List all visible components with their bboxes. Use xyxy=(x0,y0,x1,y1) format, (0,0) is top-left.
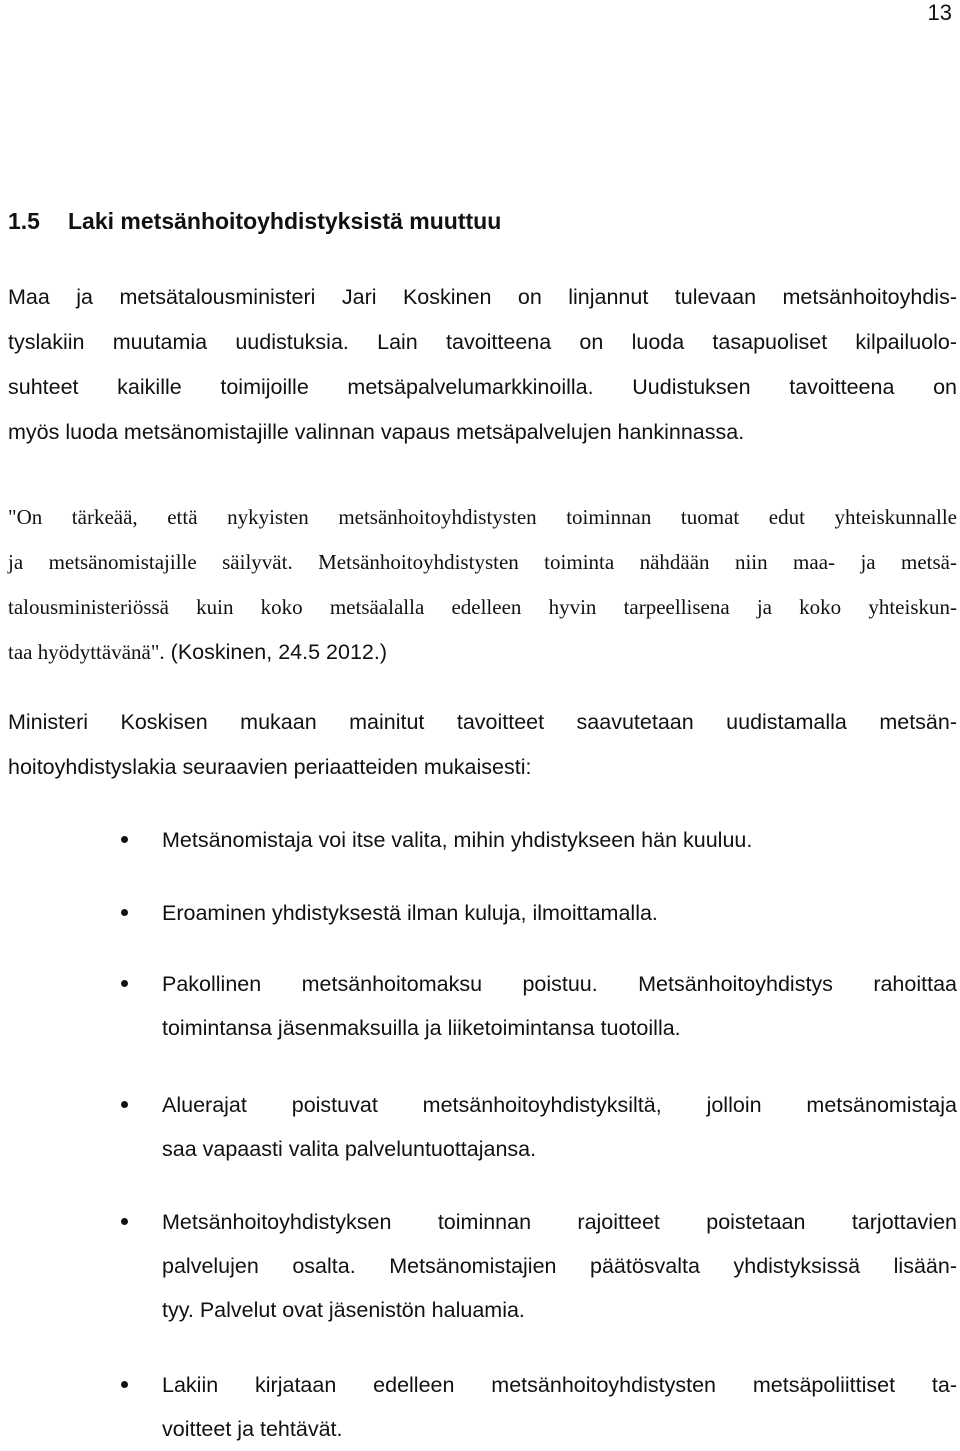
list-item-line: toimintansa jäsenmaksuilla ja liiketoimintansa tuotoilla. xyxy=(162,1016,681,1040)
list-item-text xyxy=(162,1083,957,1171)
list-item-text xyxy=(162,1363,957,1451)
list-item-line: palvelujen osalta. Metsänomistajien päätösvalta yhdistyksissä lisään- xyxy=(162,1254,957,1278)
quote-line: taa hyödyttävänä". xyxy=(8,640,165,664)
bullet-icon xyxy=(121,1218,128,1225)
list-item-line: Metsänhoitoyhdistyksen toiminnan rajoitteet poistetaan tarjottavien xyxy=(162,1210,957,1234)
bullet-icon xyxy=(121,1381,128,1388)
list-item-line: saa vapaasti valita palveluntuottajansa. xyxy=(162,1137,537,1161)
list-item-line: Metsänomistaja voi itse valita, mihin yhdistykseen hän kuuluu. xyxy=(162,828,753,852)
list-item-line: Pakollinen metsänhoitomaksu poistuu. Metsänhoitoyhdistys rahoittaa xyxy=(162,972,957,996)
bullet-icon xyxy=(121,836,128,843)
bullet-icon xyxy=(121,909,128,916)
paragraph-line: tyslakiin muutamia uudistuksia. Lain tavoitteena on luoda tasapuoliset kilpailuolo- xyxy=(8,330,957,354)
quote-last-line xyxy=(8,630,957,675)
page-number: 13 xyxy=(927,0,952,25)
list-item-text xyxy=(162,962,957,1050)
section-title: Laki metsänhoitoyhdistyksistä muuttuu xyxy=(68,208,502,234)
list-item-line: tyy. Palvelut ovat jäsenistön haluamia. xyxy=(162,1298,525,1322)
paragraph-line: myös luoda metsänomistajille valinnan vapaus metsäpalvelujen hankinnassa. xyxy=(8,420,745,444)
paragraph-line: hoitoyhdistyslakia seuraavien periaatteiden mukaisesti: xyxy=(8,755,532,779)
list-item-text xyxy=(162,891,957,935)
quote-line: ja metsänomistajille säilyvät. Metsänhoitoyhdistysten toiminta nähdään niin maa- ja metsä- xyxy=(8,550,957,574)
bullet-icon xyxy=(121,1101,128,1108)
bullet-icon xyxy=(121,980,128,987)
quote-line: "On tärkeää, että nykyisten metsänhoitoyhdistysten toiminnan tuomat edut yhteiskunnalle xyxy=(8,505,957,529)
quote-paragraph xyxy=(8,495,957,675)
list-item-line: Aluerajat poistuvat metsänhoitoyhdistyksiltä, jolloin metsänomistaja xyxy=(162,1093,957,1117)
intro-paragraph xyxy=(8,275,957,455)
list-item-line: voitteet ja tehtävät. xyxy=(162,1417,343,1441)
section-number: 1.5 xyxy=(8,208,40,234)
quote-citation: (Koskinen, 24.5 2012.) xyxy=(164,640,387,664)
list-item-line: Eroaminen yhdistyksestä ilman kuluja, ilmoittamalla. xyxy=(162,901,658,925)
section-heading xyxy=(8,208,501,235)
paragraph-line: Maa ja metsätalousministeri Jari Koskinen on linjannut tulevaan metsänhoitoyhdis- xyxy=(8,285,957,309)
paragraph-line: Ministeri Koskisen mukaan mainitut tavoitteet saavutetaan uudistamalla metsän- xyxy=(8,710,957,734)
paragraph-line: suhteet kaikille toimijoille metsäpalvelumarkkinoilla. Uudistuksen tavoitteena on xyxy=(8,375,957,399)
list-item-line: Lakiin kirjataan edelleen metsänhoitoyhdistysten metsäpoliittiset ta- xyxy=(162,1373,957,1397)
list-item-text xyxy=(162,818,957,862)
list-item-text xyxy=(162,1200,957,1332)
quote-line: talousministeriössä kuin koko metsäalalla edelleen hyvin tarpeellisena ja koko yhteiskun- xyxy=(8,595,957,619)
lead-in-paragraph xyxy=(8,700,957,790)
